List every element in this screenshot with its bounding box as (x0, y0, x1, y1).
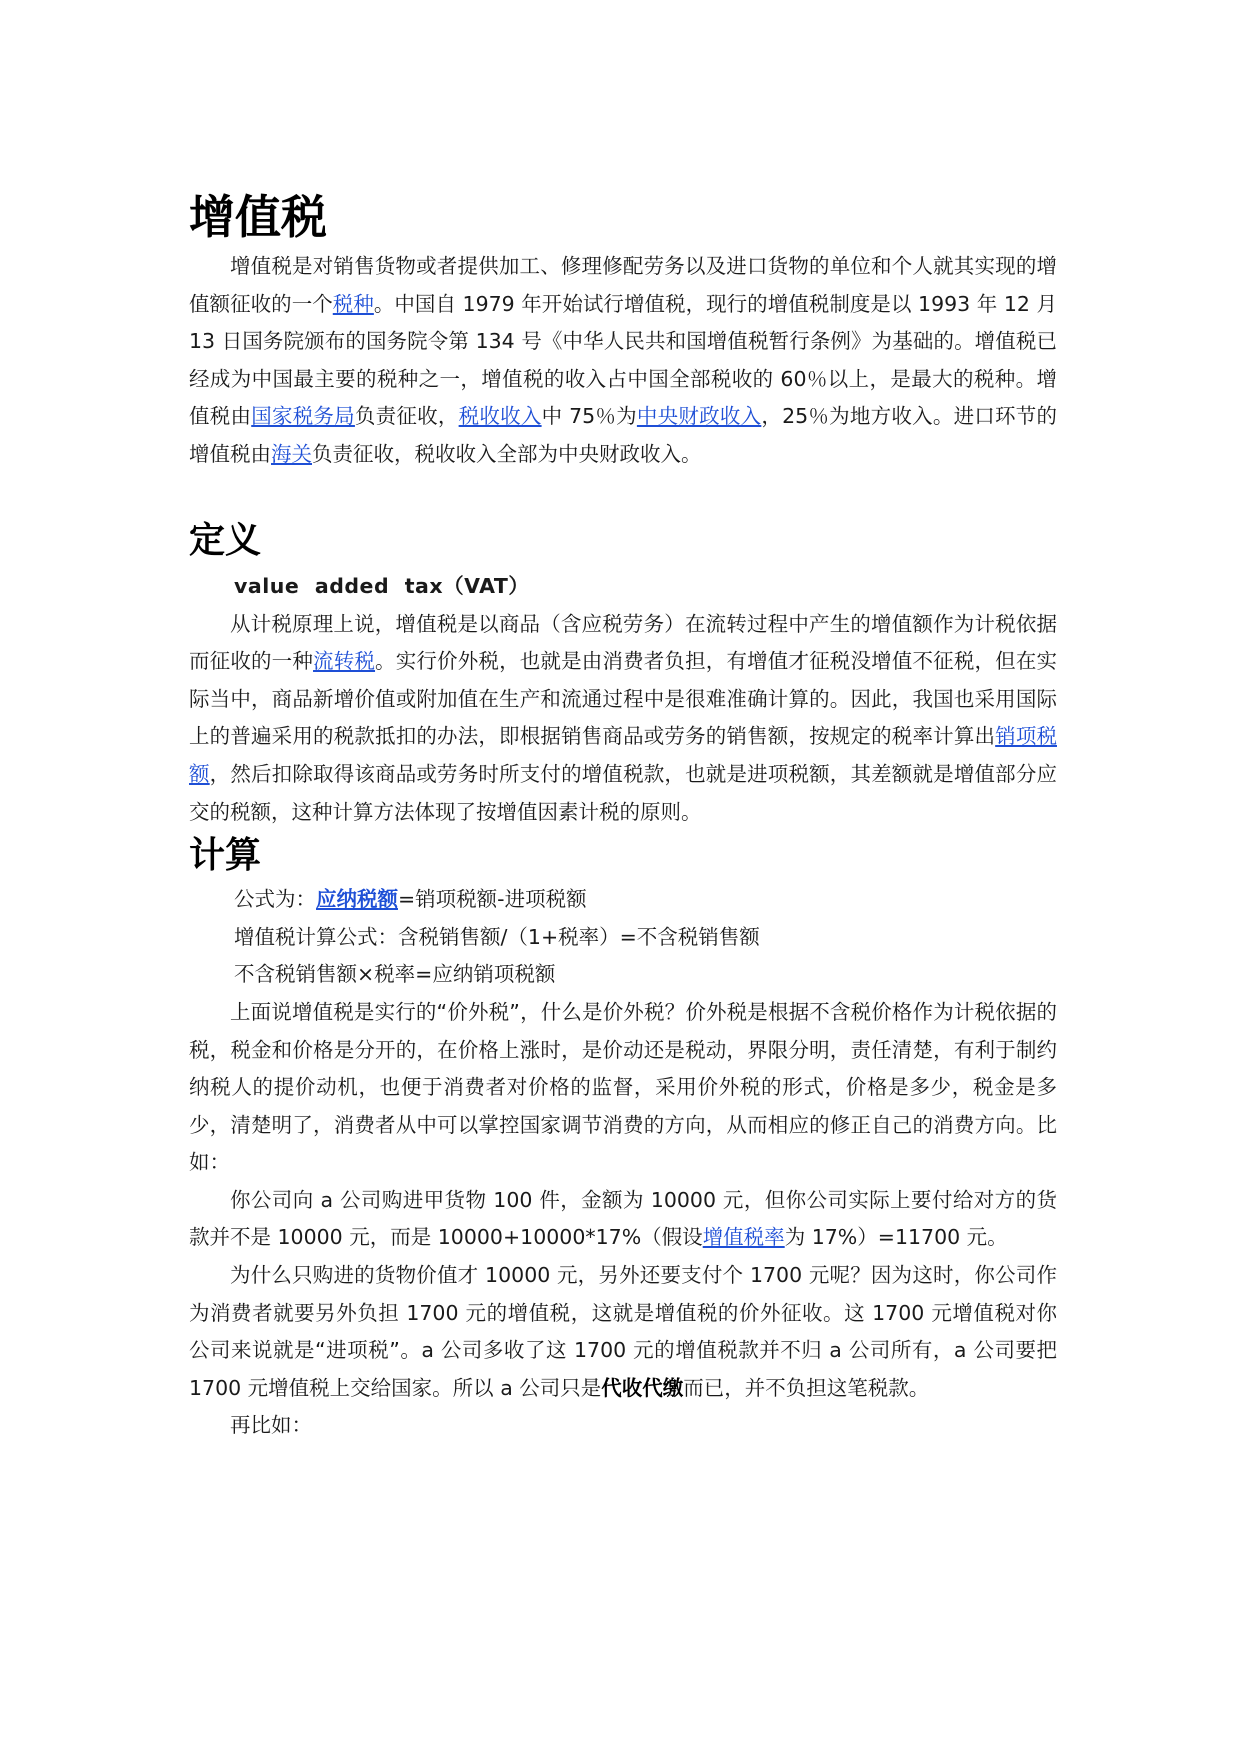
definition-text: 从计税原理上说，增值税是以商品（含应税劳务）在流转过程中产生的增值额作为计税依据而征收的一种 (189, 611, 1057, 674)
example-paragraph-2 (189, 1257, 1057, 1407)
link-tax-revenue[interactable]: 税收收入 (458, 404, 542, 429)
link-turnover-tax[interactable]: 流转税 (313, 649, 376, 674)
link-central-fiscal-revenue[interactable]: 中央财政收入 (636, 404, 762, 429)
intro-text: 。中国自 1979 年开始试行增值税，现行的增值税制度是以 1993 年 12 月 13 日国务院颁布的国务院令第 134 号《中华人民共和国增值税暂行条例》为基础的。增值税已经成为中国最主要的税种之一，增值税的收入占中国全部税收的 60％以上，是最大的税种。增值税由 (189, 291, 1057, 429)
intro-text: 中 75％为 (541, 404, 637, 429)
intro-text: 增值税是对销售货物或者提供加工、修理修配劳务以及进口货物的单位和个人就其实现的增值额征收的一个 (189, 254, 1057, 316)
link-tax-type[interactable]: 税种 (332, 291, 374, 316)
formula-line-3: 不含税销售额×税率=应纳销项税额 (234, 962, 556, 987)
example-text: 你公司向 a 公司购进甲货物 100 件，金额为 10000 元，但你公司实际上要付给对方的货款并不是 10000 元，而是 10000+10000*17%（假设 (189, 1187, 1057, 1250)
intro-text: 负责征收，税收收入全部为中央财政收入。 (312, 441, 702, 466)
price-exclusive-paragraph: 上面说增值税是实行的“价外税”，什么是价外税？价外税是根据不含税价格作为计税依据的税，税金和价格是分开的，在价格上涨时，是价动还是税动，界限分明，责任清楚，有利于制约纳税人的提价动机，也便于消费者对价格的监督，采用价外税的形式，价格是多少，税金是多少，清楚明了，消费者从中可以掌控国家调节消费的方向，从而相应的修正自己的消费方向。比如： (189, 999, 1057, 1175)
link-customs[interactable]: 海关 (271, 441, 312, 466)
section-heading-definition: 定义 (189, 519, 262, 561)
example-text: 为什么只购进的货物价值才 10000 元，另外还要支付个 1700 元呢？因为这时，你公司作为消费者就要另外负担 1700 元的增值税，这就是增值税的价外征收。这 1700 元增值税对你公司来说就是“进项税”。a 公司多收了这 1700 元的增值税款并不归 a 公司所有，a 公司要把 1700 元增值税上交给国家。所以 a 公司只是 (189, 1263, 1057, 1400)
formula-line-2: 增值税计算公式：含税销售额/（1+税率）=不含税销售额 (234, 924, 760, 949)
formula-line-1 (189, 881, 1057, 919)
definition-text: 。实行价外税，也就是由消费者负担，有增值才征税没增值不征税，但在实际当中，商品新增价值或附加值在生产和流通过程中是很难准确计算的。因此，我国也采用国际上的普遍采用的税款抵扣的办法，即根据销售商品或劳务的销售额，按规定的税率计算出 (189, 649, 1058, 749)
example-text: 为 17%）=11700 元。 (784, 1225, 1008, 1250)
intro-text: 负责征收， (354, 404, 459, 429)
link-vat-rate[interactable]: 增值税率 (702, 1225, 785, 1250)
link-output-tax[interactable]: 销项税额 (189, 724, 1057, 786)
emphasis-collect-on-behalf: 代收代缴 (601, 1375, 684, 1400)
page-title: 增值税 (189, 190, 327, 244)
section-heading-calculation: 计算 (189, 835, 262, 877)
formula-text: =销项税额-进项税额 (398, 887, 587, 912)
link-state-tax-bureau[interactable]: 国家税务局 (251, 404, 355, 429)
example-paragraph-3: 再比如： (230, 1413, 312, 1438)
example-paragraph-1 (189, 1182, 1057, 1257)
example-text: 而已，并不负担这笔税款。 (683, 1375, 930, 1400)
link-tax-payable[interactable]: 应纳税额 (316, 887, 398, 912)
intro-text: ，25％为地方收入。进口环节的增值税由 (189, 404, 1058, 466)
definition-paragraph (189, 606, 1057, 832)
formula-label: 公式为： (234, 887, 316, 912)
english-term: value added tax（VAT） (234, 573, 530, 598)
intro-paragraph (189, 248, 1057, 474)
document-page (189, 188, 1057, 1445)
definition-text: ，然后扣除取得该商品或劳务时所支付的增值税款，也就是进项税额，其差额就是增值部分应交的税额，这种计算方法体现了按增值因素计税的原则。 (189, 761, 1057, 824)
